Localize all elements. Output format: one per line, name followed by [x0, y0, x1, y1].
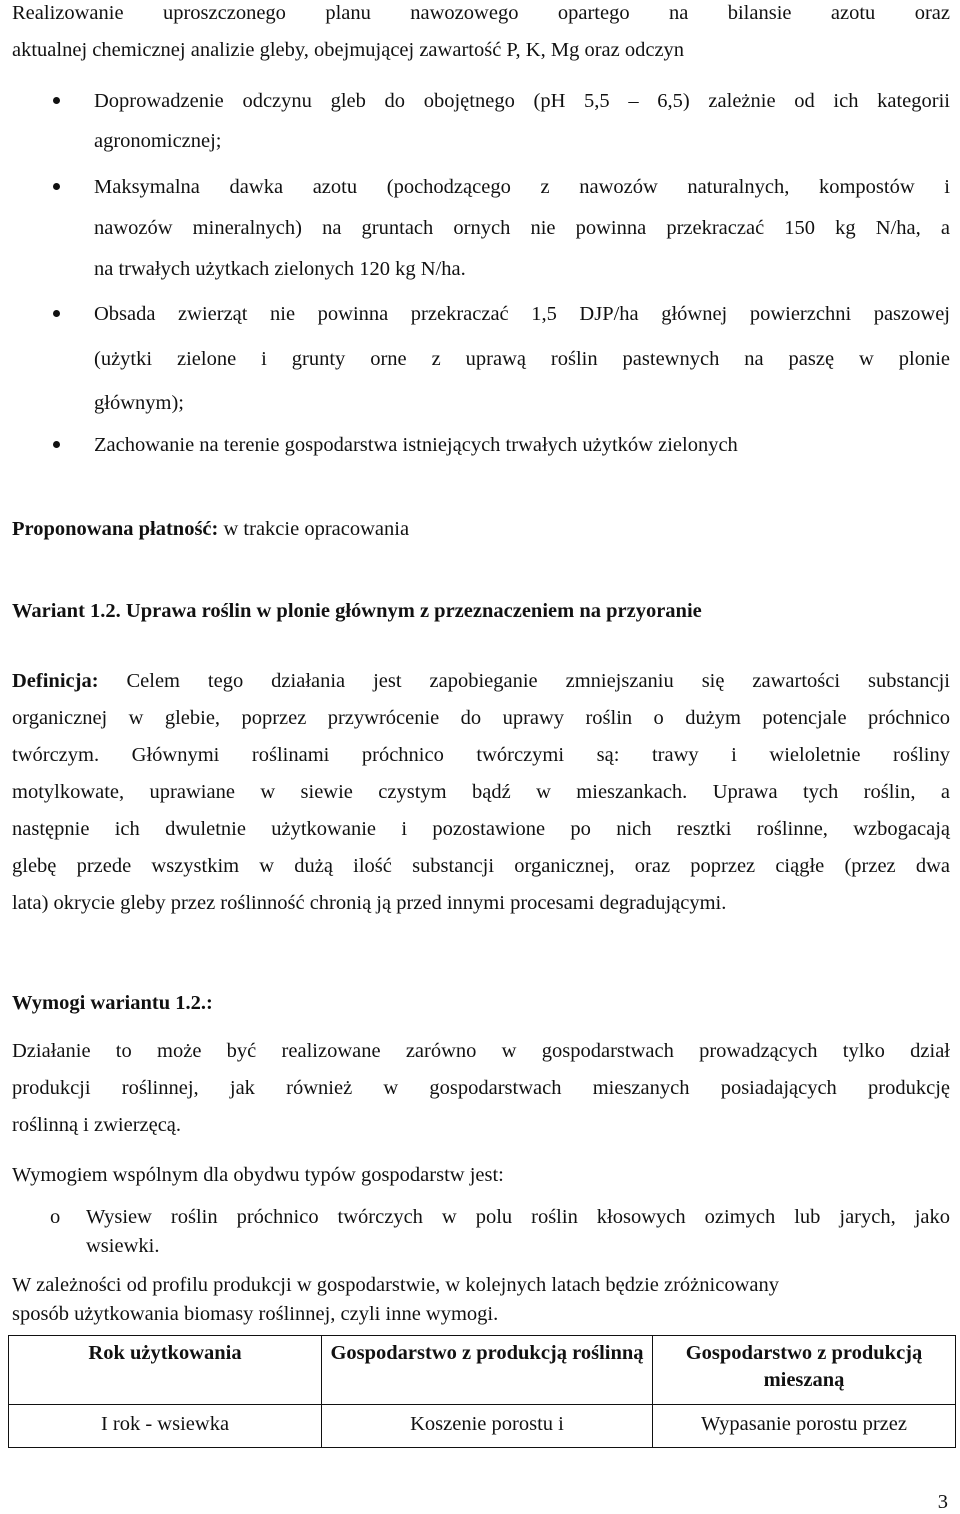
paragraph-line: aktualnej chemicznej analizie gleby, obejmującej zawartość P, K, Mg oraz odczyn — [12, 39, 685, 61]
circle-bullet-icon: o — [50, 1206, 61, 1228]
table-row — [9, 1405, 956, 1448]
table-cell: Koszenie porostu i — [322, 1405, 653, 1448]
bullet-line: nawozów mineralnych) na gruntach ornych nie powinna przekraczać 150 kg N/ha, a — [94, 217, 950, 239]
profile-line: W zależności od profilu produkcji w gospodarstwie, w kolejnych latach będzie zróżnicowany — [12, 1274, 779, 1296]
variant-heading: Wariant 1.2. Uprawa roślin w plonie głównym z przeznaczeniem na przyoranie — [12, 600, 702, 622]
bullet-line: Zachowanie na terenie gospodarstwa istniejących trwałych użytków zielonych — [94, 434, 738, 456]
definition-line: lata) okrycie gleby przez roślinność chronią ją przed innymi procesami degradującymi. — [12, 892, 727, 914]
table-cell: Wypasanie porostu przez — [653, 1405, 956, 1448]
bullet-line: głównym); — [94, 392, 184, 414]
definition-line: glebę przede wszystkim w dużą ilość substancji organicznej, oraz poprzez ciągłe (przez dwa — [12, 855, 950, 877]
bullet-line: Maksymalna dawka azotu (pochodzącego z nawozów naturalnych, kompostów i — [94, 176, 950, 198]
definition-text: Celem tego działania jest zapobieganie zmniejszaniu się zawartości substancji — [98, 670, 950, 692]
bullet-icon — [53, 441, 60, 448]
payment-label: Proponowana płatność: — [12, 518, 219, 540]
bullet-line: (użytki zielone i grunty orne z uprawą roślin pastewnych na paszę w plonie — [94, 348, 950, 370]
bullet-icon — [53, 97, 60, 104]
usage-table — [8, 1335, 956, 1448]
table-header-row — [9, 1336, 956, 1405]
circle-item-line: Wysiew roślin próchnico twórczych w polu roślin kłosowych ozimych lub jarych, jako — [86, 1206, 950, 1228]
bullet-icon — [53, 183, 60, 190]
definition-line — [12, 669, 950, 693]
payment-value: w trakcie opracowania — [218, 518, 410, 540]
bullet-line: na trwałych użytkach zielonych 120 kg N/ha. — [94, 258, 466, 280]
bullet-line: Doprowadzenie odczynu gleb do obojętnego (pH 5,5 – 6,5) zależnie od ich kategorii — [94, 90, 950, 112]
definition-line: twórczym. Głównymi roślinami próchnico twórczymi są: trawy i wieloletnie rośliny — [12, 744, 950, 766]
bullet-icon — [53, 310, 60, 317]
table-cell: I rok - wsiewka — [9, 1405, 322, 1448]
table-header-cell: Rok użytkowania — [9, 1336, 322, 1405]
table-header-cell: Gospodarstwo z produkcją mieszaną — [653, 1336, 956, 1405]
page-number: 3 — [937, 1491, 948, 1513]
definition-line: następnie ich dwuletnie użytkowanie i pozostawione po nich resztki roślinne, wzbogacają — [12, 818, 950, 840]
payment-line — [12, 517, 409, 541]
definition-line: motylkowate, uprawiane w siewie czystym bądź w mieszankach. Uprawa tych roślin, a — [12, 781, 950, 803]
requirements-line: produkcji roślinnej, jak również w gospodarstwach mieszanych posiadających produkcję — [12, 1077, 950, 1099]
table-header-cell: Gospodarstwo z produkcją roślinną — [322, 1336, 653, 1405]
bullet-line: Obsada zwierząt nie powinna przekraczać 1,5 DJP/ha głównej powierzchni paszowej — [94, 303, 950, 325]
paragraph-line: Realizowanie uproszczonego planu nawozowego opartego na bilansie azotu oraz — [12, 2, 950, 24]
circle-item-line: wsiewki. — [86, 1235, 160, 1257]
definition-line: organicznej w glebie, poprzez przywrócenie do uprawy roślin o dużym potencjale próchnico — [12, 707, 950, 729]
profile-line: sposób użytkowania biomasy roślinnej, czyli inne wymogi. — [12, 1303, 499, 1325]
definition-label: Definicja: — [12, 670, 99, 692]
bullet-line: agronomicznej; — [94, 130, 222, 152]
requirements-line: Działanie to może być realizowane zarówno w gospodarstwach prowadzących tylko dział — [12, 1040, 950, 1062]
requirements-heading: Wymogi wariantu 1.2.: — [12, 992, 213, 1014]
common-requirement: Wymogiem wspólnym dla obydwu typów gospodarstw jest: — [12, 1164, 504, 1186]
requirements-line: roślinną i zwierzęcą. — [12, 1114, 182, 1136]
